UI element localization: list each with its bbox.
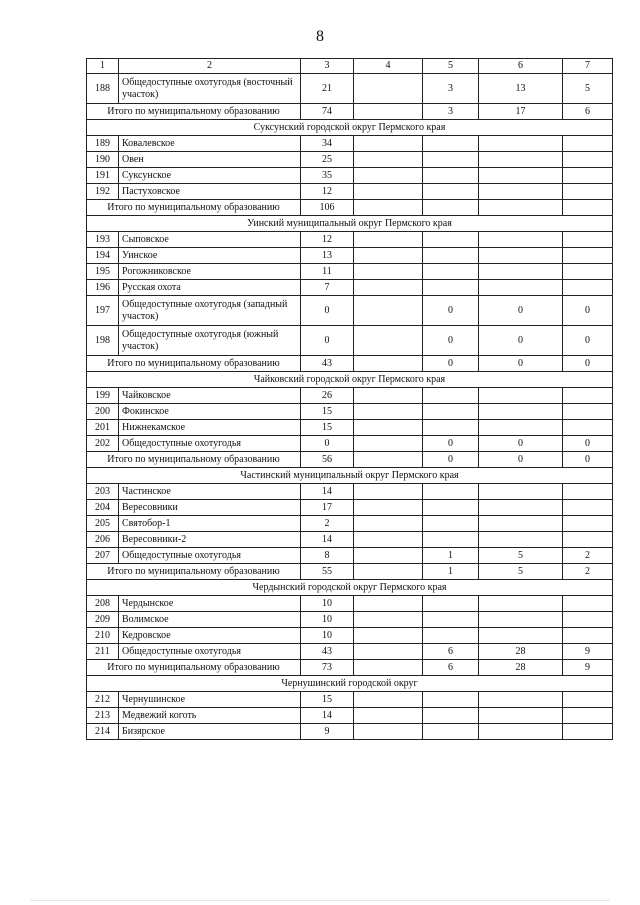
row-value-c3: 10 (301, 628, 354, 644)
row-value-c3: 34 (301, 136, 354, 152)
row-value-c5 (423, 612, 479, 628)
row-value-c6 (479, 280, 563, 296)
row-value-c5: 3 (423, 74, 479, 104)
row-value-c5 (423, 388, 479, 404)
hunting-ground-name: Кедровское (119, 628, 301, 644)
section-title: Частинский муниципальный округ Пермского края (87, 468, 613, 484)
total-value-c4 (354, 452, 423, 468)
row-value-c6 (479, 136, 563, 152)
hunting-ground-name: Общедоступные охотугодья (119, 436, 301, 452)
section-title: Чайковский городской округ Пермского края (87, 372, 613, 388)
row-value-c7 (563, 532, 613, 548)
row-value-c5 (423, 500, 479, 516)
hunting-ground-name: Общедоступные охотугодья (западный участок) (119, 296, 301, 326)
row-value-c3: 0 (301, 296, 354, 326)
row-value-c7 (563, 232, 613, 248)
total-value-c3: 56 (301, 452, 354, 468)
row-value-c3: 17 (301, 500, 354, 516)
total-value-c4 (354, 660, 423, 676)
row-value-c5 (423, 724, 479, 740)
row-value-c6 (479, 484, 563, 500)
row-number: 211 (87, 644, 119, 660)
row-value-c6: 0 (479, 296, 563, 326)
table-row (87, 280, 613, 296)
section-title: Уинский муниципальный округ Пермского края (87, 216, 613, 232)
total-value-c6: 17 (479, 104, 563, 120)
hunting-ground-name: Уинское (119, 248, 301, 264)
row-number: 198 (87, 326, 119, 356)
table-row (87, 388, 613, 404)
row-value-c6 (479, 612, 563, 628)
row-value-c3: 7 (301, 280, 354, 296)
total-value-c5: 0 (423, 452, 479, 468)
row-value-c6 (479, 388, 563, 404)
table-row (87, 436, 613, 452)
total-value-c3: 73 (301, 660, 354, 676)
row-value-c4 (354, 628, 423, 644)
row-number: 195 (87, 264, 119, 280)
table-row (87, 596, 613, 612)
table-row (87, 74, 613, 104)
total-value-c7 (563, 200, 613, 216)
hunting-ground-name: Фокинское (119, 404, 301, 420)
row-value-c4 (354, 404, 423, 420)
total-row (87, 452, 613, 468)
row-value-c5 (423, 708, 479, 724)
row-value-c4 (354, 724, 423, 740)
hunting-ground-name: Сыповское (119, 232, 301, 248)
total-value-c6: 0 (479, 452, 563, 468)
total-value-c4 (354, 104, 423, 120)
row-value-c5 (423, 168, 479, 184)
row-value-c3: 11 (301, 264, 354, 280)
column-header: 2 (119, 59, 301, 74)
table-row (87, 264, 613, 280)
total-value-c6 (479, 200, 563, 216)
hunting-ground-name: Медвежий коготь (119, 708, 301, 724)
row-value-c4 (354, 692, 423, 708)
total-value-c7: 2 (563, 564, 613, 580)
row-number: 210 (87, 628, 119, 644)
column-header: 4 (354, 59, 423, 74)
row-number: 188 (87, 74, 119, 104)
hunting-ground-name: Ковалевское (119, 136, 301, 152)
column-header: 6 (479, 59, 563, 74)
row-value-c6 (479, 404, 563, 420)
table-row (87, 612, 613, 628)
row-number: 196 (87, 280, 119, 296)
table-row (87, 136, 613, 152)
row-value-c5 (423, 152, 479, 168)
row-value-c7 (563, 280, 613, 296)
row-number: 212 (87, 692, 119, 708)
total-value-c5: 0 (423, 356, 479, 372)
row-value-c6 (479, 152, 563, 168)
row-value-c6 (479, 532, 563, 548)
row-value-c4 (354, 280, 423, 296)
hunting-ground-name: Бизярское (119, 724, 301, 740)
row-value-c7 (563, 152, 613, 168)
row-value-c4 (354, 436, 423, 452)
row-value-c6: 5 (479, 548, 563, 564)
hunting-ground-name: Суксунское (119, 168, 301, 184)
hunting-ground-name: Общедоступные охотугодья (119, 644, 301, 660)
row-value-c4 (354, 168, 423, 184)
table-row (87, 724, 613, 740)
row-value-c7 (563, 484, 613, 500)
total-row (87, 200, 613, 216)
row-value-c7 (563, 184, 613, 200)
row-number: 208 (87, 596, 119, 612)
table-row (87, 484, 613, 500)
hunting-ground-name: Пастуховское (119, 184, 301, 200)
total-value-c7: 0 (563, 452, 613, 468)
row-value-c4 (354, 484, 423, 500)
row-value-c6: 0 (479, 326, 563, 356)
row-value-c3: 12 (301, 184, 354, 200)
column-header-row (87, 59, 613, 74)
column-header: 3 (301, 59, 354, 74)
row-value-c3: 35 (301, 168, 354, 184)
row-value-c3: 21 (301, 74, 354, 104)
row-value-c6 (479, 596, 563, 612)
row-value-c7 (563, 388, 613, 404)
total-value-c4 (354, 200, 423, 216)
row-value-c4 (354, 296, 423, 326)
row-value-c7 (563, 596, 613, 612)
section-title: Суксунский городской округ Пермского края (87, 120, 613, 136)
row-value-c6 (479, 724, 563, 740)
scan-edge-line (30, 900, 610, 901)
table-row (87, 548, 613, 564)
row-value-c4 (354, 596, 423, 612)
table-row (87, 532, 613, 548)
total-value-c5: 1 (423, 564, 479, 580)
row-value-c5: 0 (423, 296, 479, 326)
row-value-c3: 26 (301, 388, 354, 404)
total-value-c6: 5 (479, 564, 563, 580)
row-number: 209 (87, 612, 119, 628)
row-value-c7 (563, 248, 613, 264)
row-value-c6 (479, 628, 563, 644)
hunting-ground-name: Русская охота (119, 280, 301, 296)
row-number: 213 (87, 708, 119, 724)
row-value-c3: 43 (301, 644, 354, 660)
row-value-c5: 0 (423, 326, 479, 356)
row-value-c7 (563, 404, 613, 420)
row-value-c3: 25 (301, 152, 354, 168)
row-value-c6 (479, 264, 563, 280)
section-row (87, 216, 613, 232)
total-value-c5: 6 (423, 660, 479, 676)
total-value-c7: 0 (563, 356, 613, 372)
row-number: 201 (87, 420, 119, 436)
row-value-c6 (479, 500, 563, 516)
row-value-c4 (354, 264, 423, 280)
total-label: Итого по муниципальному образованию (87, 104, 301, 120)
hunting-ground-name: Чердынское (119, 596, 301, 612)
total-label: Итого по муниципальному образованию (87, 660, 301, 676)
section-title: Чернушинский городской округ (87, 676, 613, 692)
total-value-c5 (423, 200, 479, 216)
row-value-c7: 0 (563, 296, 613, 326)
row-value-c7 (563, 168, 613, 184)
hunting-ground-name: Общедоступные охотугодья (восточный участок) (119, 74, 301, 104)
section-row (87, 372, 613, 388)
row-value-c4 (354, 516, 423, 532)
table-row (87, 420, 613, 436)
table-body (87, 59, 613, 740)
total-value-c3: 43 (301, 356, 354, 372)
section-row (87, 676, 613, 692)
row-value-c3: 9 (301, 724, 354, 740)
row-value-c6 (479, 420, 563, 436)
row-value-c4 (354, 136, 423, 152)
row-value-c7 (563, 628, 613, 644)
hunting-ground-name: Рогожниковское (119, 264, 301, 280)
table-row (87, 232, 613, 248)
row-value-c4 (354, 232, 423, 248)
row-value-c4 (354, 248, 423, 264)
total-label: Итого по муниципальному образованию (87, 564, 301, 580)
row-value-c4 (354, 184, 423, 200)
total-row (87, 104, 613, 120)
row-value-c3: 0 (301, 436, 354, 452)
row-value-c4 (354, 388, 423, 404)
row-value-c5 (423, 248, 479, 264)
row-number: 189 (87, 136, 119, 152)
hunting-ground-name: Вересовники-2 (119, 532, 301, 548)
row-value-c7 (563, 264, 613, 280)
hunting-ground-name: Волимское (119, 612, 301, 628)
row-value-c6 (479, 708, 563, 724)
row-value-c7 (563, 136, 613, 152)
row-value-c3: 10 (301, 612, 354, 628)
row-value-c3: 15 (301, 420, 354, 436)
row-value-c3: 0 (301, 326, 354, 356)
row-value-c7 (563, 724, 613, 740)
row-value-c5 (423, 136, 479, 152)
row-value-c6 (479, 168, 563, 184)
row-value-c4 (354, 532, 423, 548)
page-number: 8 (316, 28, 324, 45)
row-value-c3: 15 (301, 404, 354, 420)
row-value-c4 (354, 548, 423, 564)
total-value-c7: 6 (563, 104, 613, 120)
total-value-c3: 55 (301, 564, 354, 580)
total-row (87, 564, 613, 580)
row-value-c5 (423, 264, 479, 280)
total-label: Итого по муниципальному образованию (87, 200, 301, 216)
total-row (87, 356, 613, 372)
table-row (87, 152, 613, 168)
row-value-c7: 2 (563, 548, 613, 564)
row-value-c3: 14 (301, 708, 354, 724)
row-value-c6 (479, 232, 563, 248)
row-number: 207 (87, 548, 119, 564)
hunting-ground-name: Чайковское (119, 388, 301, 404)
total-value-c4 (354, 564, 423, 580)
row-number: 194 (87, 248, 119, 264)
row-value-c5 (423, 532, 479, 548)
row-value-c6: 13 (479, 74, 563, 104)
hunting-ground-name: Овен (119, 152, 301, 168)
row-value-c4 (354, 644, 423, 660)
row-number: 203 (87, 484, 119, 500)
row-value-c5: 1 (423, 548, 479, 564)
hunting-grounds-table (86, 58, 613, 740)
row-value-c7: 5 (563, 74, 613, 104)
row-value-c3: 8 (301, 548, 354, 564)
table-row (87, 708, 613, 724)
row-value-c5 (423, 516, 479, 532)
row-value-c7: 9 (563, 644, 613, 660)
hunting-ground-name: Нижнекамское (119, 420, 301, 436)
total-value-c3: 74 (301, 104, 354, 120)
table-row (87, 644, 613, 660)
column-header: 5 (423, 59, 479, 74)
hunting-ground-name: Частинское (119, 484, 301, 500)
row-value-c7 (563, 516, 613, 532)
table-row (87, 628, 613, 644)
row-value-c5 (423, 280, 479, 296)
row-value-c5 (423, 628, 479, 644)
row-value-c6 (479, 248, 563, 264)
row-value-c5: 6 (423, 644, 479, 660)
table-row (87, 296, 613, 326)
row-value-c6: 28 (479, 644, 563, 660)
row-value-c5 (423, 420, 479, 436)
total-value-c6: 0 (479, 356, 563, 372)
row-value-c7 (563, 692, 613, 708)
row-value-c5 (423, 692, 479, 708)
total-value-c6: 28 (479, 660, 563, 676)
row-value-c6: 0 (479, 436, 563, 452)
row-value-c7: 0 (563, 436, 613, 452)
row-value-c3: 12 (301, 232, 354, 248)
table-row (87, 500, 613, 516)
total-row (87, 660, 613, 676)
table-row (87, 692, 613, 708)
row-value-c4 (354, 500, 423, 516)
row-value-c3: 14 (301, 484, 354, 500)
row-value-c3: 2 (301, 516, 354, 532)
section-title: Чердынский городской округ Пермского края (87, 580, 613, 596)
total-label: Итого по муниципальному образованию (87, 452, 301, 468)
hunting-ground-name: Вересовники (119, 500, 301, 516)
row-value-c7 (563, 500, 613, 516)
total-value-c7: 9 (563, 660, 613, 676)
row-value-c4 (354, 152, 423, 168)
row-number: 193 (87, 232, 119, 248)
row-value-c7 (563, 708, 613, 724)
row-value-c4 (354, 326, 423, 356)
row-value-c5 (423, 484, 479, 500)
table-row (87, 404, 613, 420)
row-value-c5 (423, 596, 479, 612)
total-value-c5: 3 (423, 104, 479, 120)
table-row (87, 516, 613, 532)
hunting-ground-name: Святобор-1 (119, 516, 301, 532)
row-number: 197 (87, 296, 119, 326)
row-number: 206 (87, 532, 119, 548)
hunting-ground-name: Общедоступные охотугодья (южный участок) (119, 326, 301, 356)
row-value-c5 (423, 232, 479, 248)
row-number: 204 (87, 500, 119, 516)
column-header: 1 (87, 59, 119, 74)
total-value-c3: 106 (301, 200, 354, 216)
row-value-c5 (423, 404, 479, 420)
total-value-c4 (354, 356, 423, 372)
table-row (87, 326, 613, 356)
row-value-c6 (479, 184, 563, 200)
row-number: 202 (87, 436, 119, 452)
column-header: 7 (563, 59, 613, 74)
row-value-c5 (423, 184, 479, 200)
row-value-c6 (479, 516, 563, 532)
row-value-c3: 13 (301, 248, 354, 264)
section-row (87, 468, 613, 484)
section-row (87, 120, 613, 136)
row-number: 191 (87, 168, 119, 184)
row-value-c4 (354, 74, 423, 104)
row-number: 205 (87, 516, 119, 532)
table-row (87, 168, 613, 184)
row-number: 214 (87, 724, 119, 740)
row-number: 199 (87, 388, 119, 404)
row-number: 192 (87, 184, 119, 200)
table-row (87, 184, 613, 200)
row-value-c6 (479, 692, 563, 708)
section-row (87, 580, 613, 596)
row-value-c4 (354, 612, 423, 628)
row-value-c7 (563, 420, 613, 436)
total-label: Итого по муниципальному образованию (87, 356, 301, 372)
row-value-c3: 10 (301, 596, 354, 612)
row-value-c7: 0 (563, 326, 613, 356)
row-value-c7 (563, 612, 613, 628)
hunting-ground-name: Чернушинское (119, 692, 301, 708)
row-number: 200 (87, 404, 119, 420)
row-number: 190 (87, 152, 119, 168)
row-value-c5: 0 (423, 436, 479, 452)
row-value-c3: 15 (301, 692, 354, 708)
row-value-c4 (354, 708, 423, 724)
row-value-c3: 14 (301, 532, 354, 548)
hunting-ground-name: Общедоступные охотугодья (119, 548, 301, 564)
row-value-c4 (354, 420, 423, 436)
table-row (87, 248, 613, 264)
